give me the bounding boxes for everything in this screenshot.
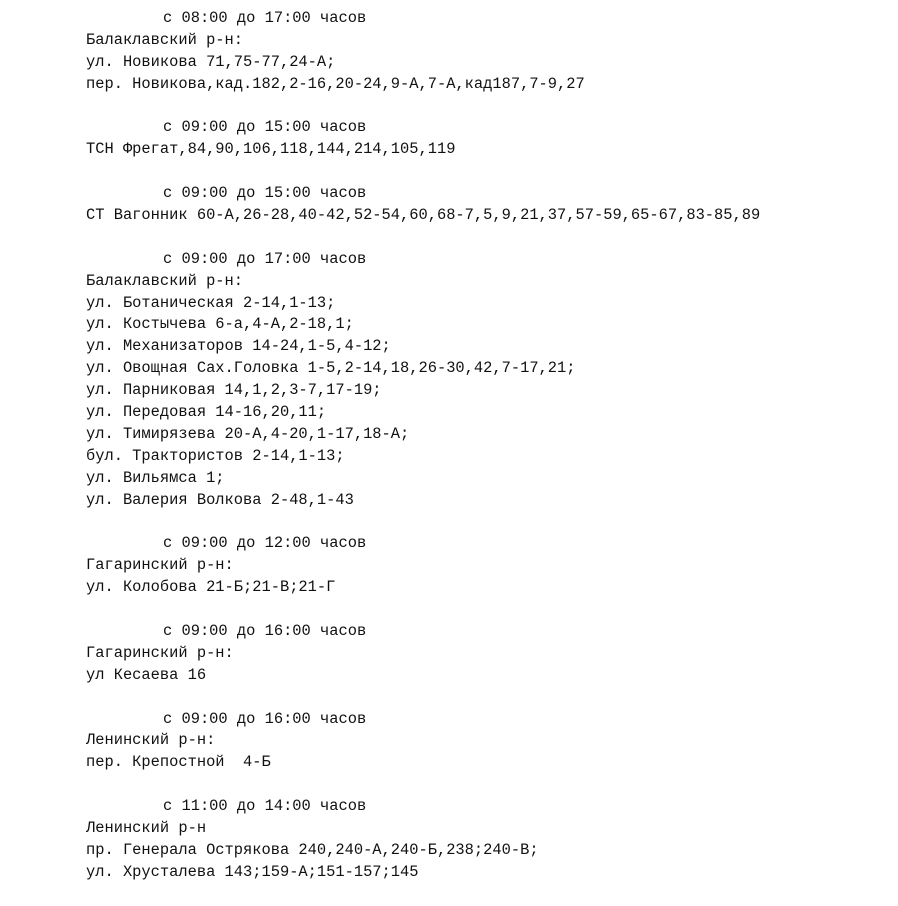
address-line: ул. Вильямса 1; [86, 468, 225, 487]
address-line: пр. Генерала Острякова 240,240-А,240-Б,238;240-В; [86, 840, 539, 859]
time-range: с 08:00 до 17:00 часов [163, 9, 367, 27]
address-line: ул. Передовая 14-16,20,11; [86, 403, 327, 422]
address-line: ул. Валерия Волкова 2-48,1-43 [86, 490, 354, 509]
address-line: ул. Новикова 71,75-77,24-А; [86, 52, 336, 71]
schedule-block [86, 8, 886, 96]
time-range: с 09:00 до 15:00 часов [163, 184, 367, 203]
district-line: Ленинский р-н [86, 818, 207, 837]
address-line: пер. Крепостной 4-Б [86, 753, 271, 772]
address-line: пер. Новикова,кад.182,2-16,20-24,9-А,7-А,кад187,7-9,27 [86, 74, 585, 93]
address-line: СТ Вагонник 60-А,26-28,40-42,52-54,60,68-7,5,9,21,37,57-59,65-67,83-85,89 [86, 206, 761, 225]
address-line: ул. Костычева 6-а,4-А,2-18,1; [86, 315, 354, 334]
address-line: ул. Овощная Сах.Головка 1-5,2-14,18,26-30,42,7-17,21; [86, 359, 576, 378]
district-line: Ленинский р-н: [86, 731, 216, 750]
outage-schedule-document [86, 8, 886, 906]
time-range: с 11:00 до 14:00 часов [163, 797, 367, 816]
schedule-block [86, 183, 886, 227]
district-line: Балаклавский р-н: [86, 271, 244, 290]
district-line: Балаклавский р-н: [86, 30, 244, 49]
address-line: ул. Колобова 21-Б;21-В;21-Г [86, 578, 336, 597]
time-range: с 09:00 до 16:00 часов [163, 621, 367, 640]
schedule-block [86, 249, 886, 512]
schedule-block [86, 621, 886, 687]
district-line: Гагаринский р-н: [86, 643, 234, 662]
time-range: с 09:00 до 17:00 часов [163, 249, 367, 268]
schedule-block [86, 533, 886, 599]
address-line: ул. Хрусталева 143;159-А;151-157;145 [86, 862, 419, 881]
schedule-block [86, 709, 886, 775]
address-line: ул Кесаева 16 [86, 665, 207, 684]
time-range: с 09:00 до 12:00 часов [163, 534, 367, 553]
schedule-block [86, 796, 886, 884]
address-line: ул. Механизаторов 14-24,1-5,4-12; [86, 337, 391, 356]
district-line: Гагаринский р-н: [86, 556, 234, 575]
schedule-block [86, 117, 886, 161]
time-range: с 09:00 до 15:00 часов [163, 118, 367, 137]
address-line: ул. Тимирязева 20-А,4-20,1-17,18-А; [86, 424, 410, 443]
time-range: с 09:00 до 16:00 часов [163, 709, 367, 728]
address-line: ул. Парниковая 14,1,2,3-7,17-19; [86, 381, 382, 400]
address-line: ТСН Фрегат,84,90,106,118,144,214,105,119 [86, 140, 456, 159]
address-line: бул. Трактористов 2-14,1-13; [86, 446, 345, 465]
address-line: ул. Ботаническая 2-14,1-13; [86, 293, 336, 312]
